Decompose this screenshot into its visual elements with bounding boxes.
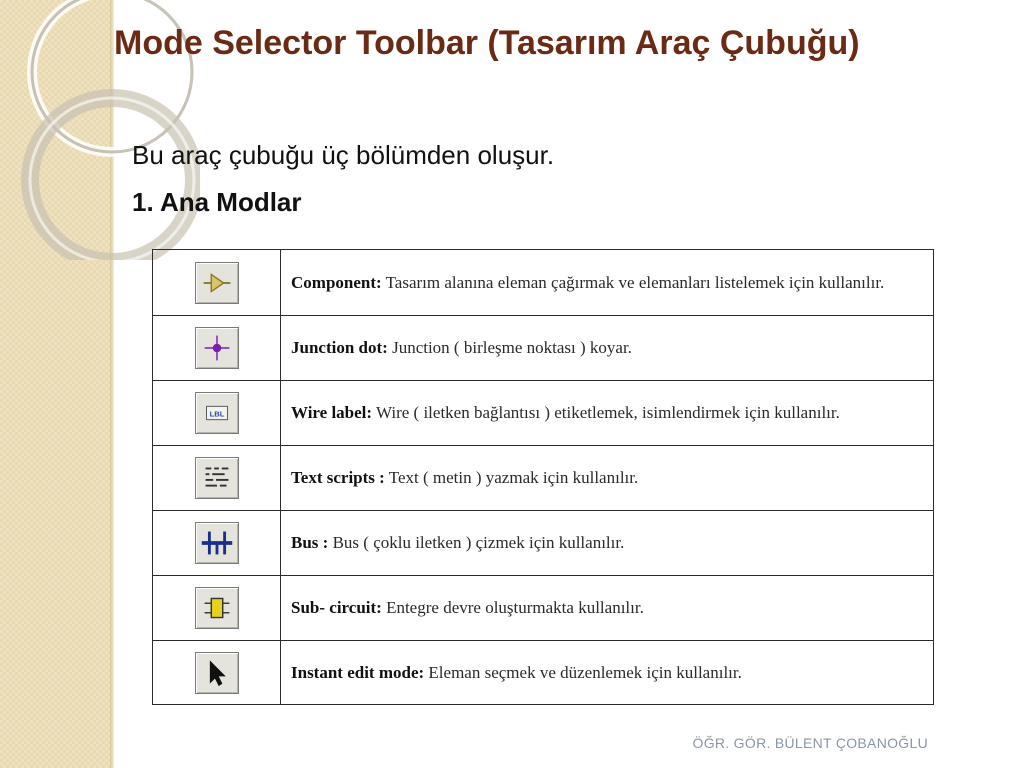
mode-text: Junction ( birleşme noktası ) koyar.	[387, 338, 632, 357]
mode-name: Bus :	[291, 533, 329, 552]
footer-author: ÖĞR. GÖR. BÜLENT ÇOBANOĞLU	[692, 735, 928, 751]
mode-text: Text ( metin ) yazmak için kullanılır.	[384, 468, 639, 487]
mode-name: Component:	[291, 272, 382, 292]
junction-dot-icon	[195, 327, 239, 369]
table-row	[153, 250, 934, 316]
page-title: Mode Selector Toolbar (Tasarım Araç Çubuğu)	[114, 24, 860, 62]
mode-description	[281, 250, 934, 316]
table-row	[153, 511, 934, 576]
table-row	[153, 641, 934, 705]
component-icon	[195, 262, 239, 304]
text-scripts-icon	[195, 457, 239, 499]
instant-edit-icon	[195, 652, 239, 694]
mode-name: Sub- circuit:	[291, 598, 382, 617]
table-row	[153, 446, 934, 511]
table-row	[153, 316, 934, 381]
mode-text: Bus ( çoklu iletken ) çizmek için kullanılır.	[328, 533, 625, 552]
mode-description	[281, 576, 934, 641]
mode-name: Text scripts :	[291, 468, 385, 487]
mode-name: Junction dot:	[291, 338, 388, 357]
mode-description	[281, 316, 934, 381]
mode-text: Tasarım alanına eleman çağırmak ve elemanları listelemek için kullanılır.	[381, 272, 885, 292]
wire-label-icon	[195, 392, 239, 434]
table-row	[153, 381, 934, 446]
mode-text: Entegre devre oluşturmakta kullanılır.	[381, 598, 644, 617]
sub-circuit-icon	[195, 587, 239, 629]
mode-description	[281, 446, 934, 511]
section-heading: 1. Ana Modlar	[132, 187, 302, 217]
mode-description	[281, 641, 934, 705]
mode-description	[281, 381, 934, 446]
mode-name: Instant edit mode:	[291, 662, 425, 682]
modes-table	[152, 249, 934, 705]
table-row	[153, 576, 934, 641]
wire-label-icon-text: LBL	[209, 409, 224, 419]
bus-icon	[195, 522, 239, 564]
mode-text: Wire ( iletken bağlantısı ) etiketlemek, isimlendirmek için kullanılır.	[372, 403, 840, 422]
mode-text: Eleman seçmek ve düzenlemek için kullanılır.	[424, 662, 742, 682]
mode-name: Wire label:	[291, 403, 373, 422]
mode-description	[281, 511, 934, 576]
intro-text: Bu araç çubuğu üç bölümden oluşur.	[132, 140, 555, 170]
